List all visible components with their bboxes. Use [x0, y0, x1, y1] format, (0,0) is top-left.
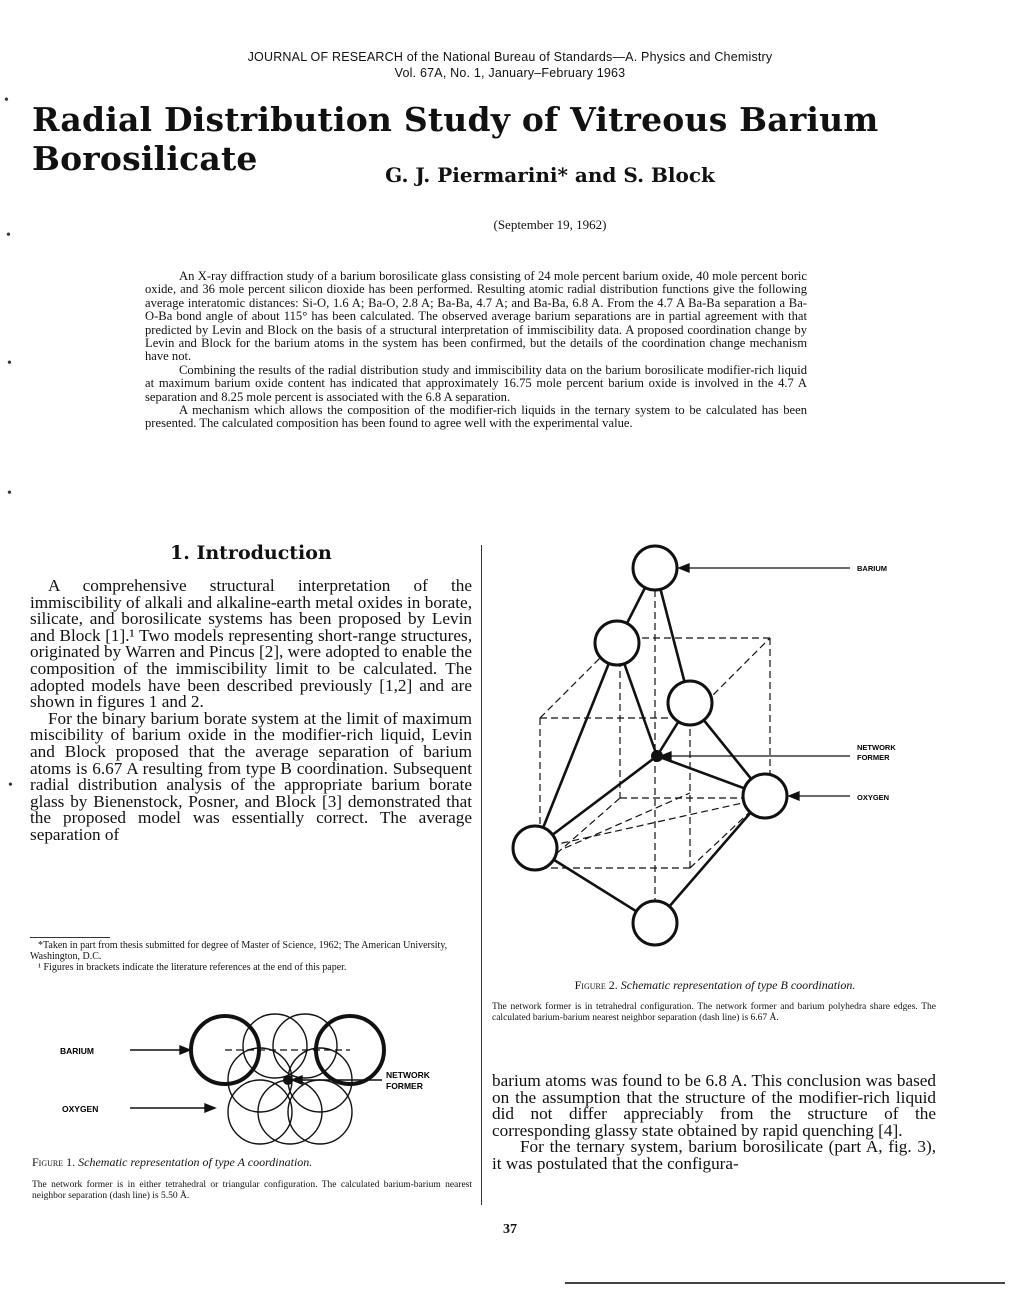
margin-mark: •: [7, 486, 12, 501]
figure-2-caption: [505, 978, 925, 993]
body-paragraph: A comprehensive structural interpretation of the immiscibility of alkali and alkaline-earth metal oxides in borate, silicate, and borosilicate systems has been proposed by Levin and Block [1].¹ Two models representing short-range structures, originated by Warren and Pincus [2], were adopted to enable the composition of the immiscibility limit to be calculated. The adopted models have been described previously [1,2] and are shown in figures 1 and 2.: [30, 576, 472, 712]
cube-edges: [540, 568, 770, 923]
oxygen-atom: [595, 621, 639, 665]
figure-2-note: The network former is in tetrahedral configuration. The network former and barium polyhedra share edges. The calculated barium-barium nearest neighbor separation (dash line) is 6.67 Å.: [492, 1002, 936, 1023]
oxygen-atom: [668, 681, 712, 725]
figure-1-note: The network former is in either tetrahedral or triangular configuration. The calculated barium-barium nearest neighbor separation (dash line) is 5.50 Å.: [32, 1180, 472, 1201]
journal-header: JOURNAL OF RESEARCH of the National Bureau of Standards—A. Physics and Chemistry: [247, 50, 773, 64]
bottom-rule: [565, 1282, 1005, 1284]
barium-atom: [633, 901, 677, 945]
volume-line: Vol. 67A, No. 1, January–February 1963: [394, 66, 626, 80]
barium-atom: [633, 546, 677, 590]
footnote: ¹ Figures in brackets indicate the literature references at the end of this paper.: [38, 962, 347, 973]
right-column-text: [492, 1073, 936, 1173]
page-number: 37: [503, 1222, 517, 1237]
body-paragraph: For the ternary system, barium borosilicate (part A, fig. 3), it was postulated that the configura-: [492, 1137, 936, 1173]
figure-caption-text: Schematic representation of type B coordination.: [620, 978, 856, 992]
atoms: [513, 546, 787, 945]
section-heading: 1. Introduction: [170, 542, 332, 564]
label-oxygen: OXYGEN: [62, 1104, 99, 1114]
body-paragraph: For the binary barium borate system at the limit of maximum miscibility of barium oxide in the modifier-rich liquid, Levin and Block proposed that the average separation of barium atoms is 6.67 A resulting from type B coordination. Subsequent radial distribution analysis of the appropriate barium borate glass by Bienenstock, Posner, and Block [3] demonstrated that the proposed model was essentially correct. The average separation of: [30, 708, 472, 844]
figure-label: Figure 2.: [574, 978, 618, 992]
intro-text: [30, 578, 472, 844]
figure-1-diagram: [30, 1008, 480, 1148]
figure-1-caption: [32, 1155, 472, 1170]
abstract-paragraph: Combining the results of the radial distribution study and immiscibility data on the barium borosilicate modifier-rich liquid at maximum barium oxide content has indicated that approximately 16.75 mole percent barium oxide is involved in the 4.7 A separation and 8.25 mole percent is associated with the 6.8 A separation.: [145, 362, 807, 404]
label-barium: BARIUM: [60, 1046, 94, 1056]
bonds: [535, 568, 765, 923]
margin-mark: •: [7, 356, 12, 371]
label-former: FORMER: [386, 1081, 423, 1091]
leader-lines: [130, 1046, 382, 1112]
figure-2-diagram: [495, 538, 935, 970]
margin-mark: •: [6, 228, 11, 243]
label-network: NETWORK: [857, 743, 896, 752]
figure-label: Figure 1.: [32, 1155, 76, 1169]
received-date: (September 19, 1962): [493, 217, 607, 232]
abstract-paragraph: A mechanism which allows the composition of the modifier-rich liquids in the ternary system to be calculated has been presented. The calculated composition has been found to agree well with the experimental value.: [145, 403, 807, 431]
label-network: NETWORK: [386, 1070, 430, 1080]
margin-mark: •: [8, 778, 13, 793]
margin-mark: •: [4, 93, 9, 108]
paper-title: Radial Distribution Study of Vitreous Barium Borosilicate: [32, 100, 879, 178]
abstract-paragraph: An X-ray diffraction study of a barium borosilicate glass consisting of 24 mole percent barium oxide, 40 mole percent boric oxide, and 36 mole percent silicon dioxide has been performed. Resulting atomic radial distribution functions give the following average interatomic distances: Si-O, 1.6 A; Ba-O, 2.8 A; Ba-Ba, 4.7 A; and Ba-Ba, 6.8 A. From the 4.7 A Ba-Ba separation a Ba-O-Ba bond angle of about 115° has been calculated. The observed average barium separations are in partial agreement with that predicted by Levin and Block on the basis of a structural interpretation of immiscibility data. A proposed coordination change by Levin and Block for the barium atoms in the system has been confirmed, but the details of the coordination change mechanism have not.: [145, 269, 807, 364]
footnote: *Taken in part from thesis submitted for degree of Master of Science, 1962; The American University, Washington, D.C.: [30, 940, 448, 962]
footnote-divider: [30, 937, 110, 938]
oxygen-atom: [513, 826, 557, 870]
label-oxygen: OXYGEN: [857, 793, 890, 802]
footnotes: [30, 940, 472, 973]
authors: G. J. Piermarini* and S. Block: [385, 163, 715, 187]
abstract: [145, 270, 807, 431]
label-former: FORMER: [857, 753, 890, 762]
column-divider: [481, 545, 482, 1205]
figure-caption-text: Schematic representation of type A coordination.: [78, 1155, 313, 1169]
label-barium: BARIUM: [857, 564, 887, 573]
body-paragraph: barium atoms was found to be 6.8 A. This conclusion was based on the assumption that the structure of the modifier-rich liquid did not differ appreciably from the structure of the corresponding glassy state obtained by rapid quenching [4].: [492, 1071, 936, 1140]
oxygen-atom: [743, 774, 787, 818]
